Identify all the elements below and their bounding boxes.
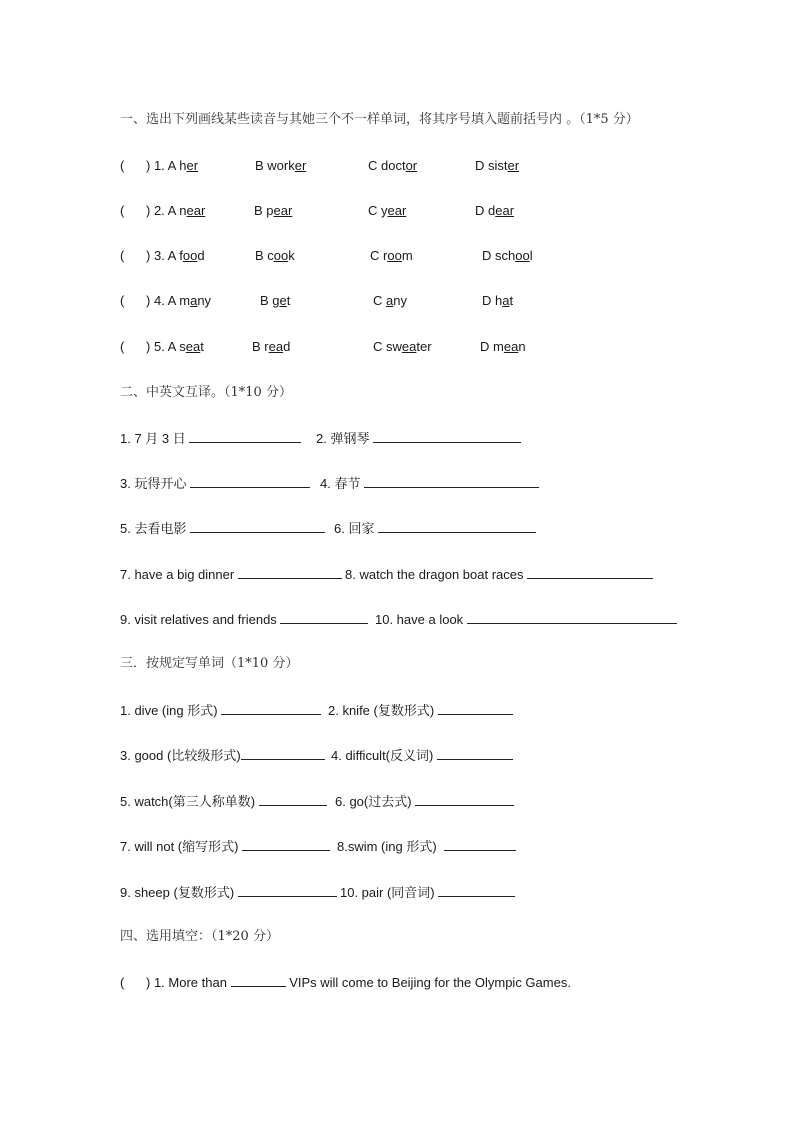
answer-blank[interactable]	[378, 519, 536, 533]
word-form-row	[120, 701, 435, 719]
item-label: 1. 7 月 3 日	[120, 431, 186, 446]
translation-row	[120, 474, 361, 492]
section-1-heading: 一、选出下列画线某些读音与其她三个不一样单词，将其序号填入题前括号内 。（1*5 分）	[120, 112, 639, 127]
answer-blank[interactable]	[231, 973, 286, 987]
option-b: B get	[260, 293, 291, 308]
question-number: ) 4. A	[146, 293, 180, 308]
question-text-end: VIPs will come to Beijing for the Olympic Games.	[289, 975, 571, 990]
question-row	[120, 338, 526, 356]
answer-bracket: (	[120, 339, 125, 354]
item: 2. 弹钢琴	[316, 429, 521, 448]
fill-in-question	[120, 973, 571, 991]
question-text: ) 1. More than	[146, 975, 227, 990]
item: 10. have a look	[375, 610, 677, 629]
translation-row	[120, 565, 524, 583]
answer-blank[interactable]	[373, 429, 521, 443]
option-b: B worker	[255, 158, 307, 173]
word-form-row	[120, 746, 434, 764]
answer-blank[interactable]	[190, 519, 325, 533]
option-c: C sweater	[373, 339, 432, 354]
item-label: 3. 玩得开心	[120, 476, 187, 491]
item-label: 7. have a big dinner	[120, 567, 235, 582]
answer-blank[interactable]	[280, 610, 368, 624]
item-label: 5. 去看电影	[120, 521, 187, 536]
answer-bracket: (	[120, 248, 125, 263]
item: 8.swim (ing 形式)	[337, 837, 516, 856]
answer-blank[interactable]	[437, 746, 513, 760]
option-b: B cook	[255, 248, 295, 263]
answer-blank[interactable]	[241, 746, 325, 760]
answer-bracket: (	[120, 293, 125, 308]
item-label: 7. will not (缩写形式)	[120, 839, 239, 854]
question-row	[120, 157, 520, 175]
option-d: D dear	[475, 203, 515, 218]
section-3-heading: 三．按规定写单词（1*10 分）	[120, 656, 299, 671]
question-row	[120, 202, 515, 220]
option-a: seat	[179, 339, 204, 354]
option-d: D sister	[475, 158, 520, 173]
answer-blank[interactable]	[527, 565, 653, 579]
option-b: B read	[252, 339, 291, 354]
answer-blank[interactable]	[189, 429, 301, 443]
underlined-part: ear	[186, 203, 206, 218]
answer-blank[interactable]	[415, 792, 514, 806]
option-c: C year	[368, 203, 407, 218]
answer-blank[interactable]	[242, 837, 330, 851]
word-form-row	[120, 883, 435, 901]
translation-row	[120, 519, 375, 537]
item: 6. go(过去式)	[335, 792, 514, 811]
answer-blank[interactable]	[444, 837, 516, 851]
option-b: B pear	[254, 203, 293, 218]
option-a: many	[179, 293, 212, 308]
item-label: 3. good (比较级形式)	[120, 748, 241, 763]
question-number: ) 5. A	[146, 339, 180, 354]
question-number: ) 2. A	[146, 203, 180, 218]
option-c: C doctor	[368, 158, 418, 173]
item-label: 9. visit relatives and friends	[120, 612, 277, 627]
option-c: C any	[373, 293, 407, 308]
option-c: C room	[370, 248, 413, 263]
option-d: D mean	[480, 339, 526, 354]
answer-blank[interactable]	[238, 565, 342, 579]
answer-bracket: (	[120, 203, 125, 218]
answer-blank[interactable]	[221, 701, 321, 715]
option-a: n	[179, 203, 187, 218]
section-2-heading: 二、中英文互译。（1*10 分）	[120, 385, 292, 400]
answer-blank[interactable]	[438, 701, 513, 715]
option-d: D school	[482, 248, 533, 263]
answer-blank[interactable]	[438, 883, 515, 897]
answer-blank[interactable]	[467, 610, 677, 624]
question-number: ) 3. A	[146, 248, 180, 263]
question-number: ) 1. A	[146, 158, 180, 173]
translation-row	[120, 610, 464, 628]
translation-row	[120, 429, 370, 447]
answer-bracket: (	[120, 158, 125, 173]
answer-blank[interactable]	[238, 883, 337, 897]
option-a: food	[179, 248, 205, 263]
item: 4. difficult(反义词)	[331, 746, 513, 765]
answer-bracket: (	[120, 975, 125, 990]
underlined-part: er	[186, 158, 199, 173]
answer-blank[interactable]	[364, 474, 539, 488]
item-label: 1. dive (ing 形式)	[120, 703, 218, 718]
item: 4. 春节	[320, 474, 539, 493]
answer-blank[interactable]	[190, 474, 310, 488]
question-row	[120, 292, 514, 310]
item: 8. watch the dragon boat races	[345, 565, 653, 584]
answer-blank[interactable]	[259, 792, 327, 806]
word-form-row	[120, 792, 412, 810]
option-d: D hat	[482, 293, 514, 308]
item: 2. knife (复数形式)	[328, 701, 513, 720]
item: 6. 回家	[334, 519, 536, 538]
question-row	[120, 247, 533, 265]
section-4-heading: 四、选用填空：（1*20 分）	[120, 929, 279, 944]
word-form-row	[120, 837, 437, 855]
item-label: 9. sheep (复数形式)	[120, 885, 235, 900]
item-label: 5. watch(第三人称单数)	[120, 794, 256, 809]
item: 10. pair (同音词)	[340, 883, 515, 902]
option-a: h	[179, 158, 187, 173]
